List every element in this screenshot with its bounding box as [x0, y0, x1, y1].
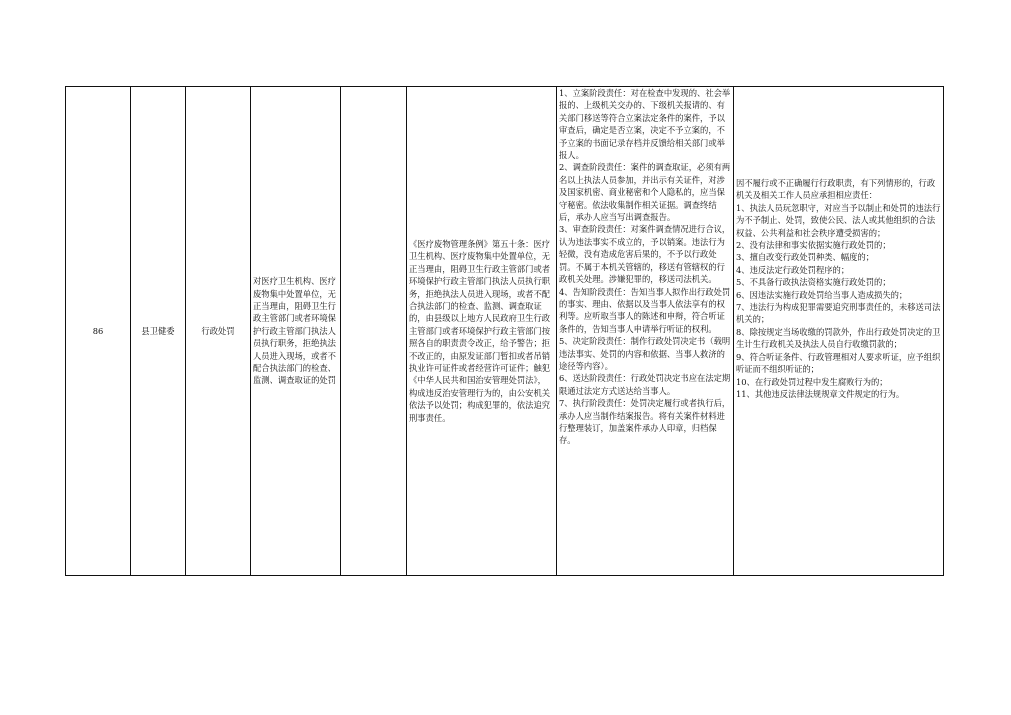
procedure-step: 4、告知阶段责任：告知当事人拟作出行政处罚的事实、理由、依据以及当事人依法享有的权利等。应听取当事人的陈述和申辩，符合听证条件的，告知当事人申请举行听证的权利。 — [559, 286, 731, 334]
accountability-item: 11、其他违反法律法规规章文件规定的行为。 — [736, 388, 905, 399]
accountability-item: 9、符合听证条件、行政管理相对人要求听证，应予组织听证而不组织听证的； — [736, 351, 941, 375]
accountability-item: 4、违反法定行政处罚程序的； — [736, 264, 850, 275]
accountability-item: 10、在行政处罚过程中发生腐败行为的； — [736, 376, 888, 387]
procedure-step: 2、调查阶段责任：案件的调查取证，必须有两名以上执法人员参加，并出示有关证件，对涉及国家机密、商业秘密和个人隐私的，应当保守秘密。依法收集制作相关证据。调查终结后，承办人应当写出调查报告。 — [559, 162, 731, 223]
legal-basis-cell: 《医疗废物管理条例》第五十条：医疗卫生机构、医疗废物集中处置单位，无正当理由，阻碍卫生行政主管部门或者环境保护行政主管部门执法人员执行职务，拒绝执法人员进入现场，或者不配合执法部门的检查、监测、调查取证的，由县级以上地方人民政府卫生行政主管部门或者环境保护行政主管部门按照各自的职责责令改正，给予警告；拒不改正的，由原发证部门暂扣或者吊销执业许可证件或者经营许可证件；触犯《中华人民共和国治安管理处罚法》，构成违反治安管理行为的，由公安机关依法予以处罚；构成犯罪的，依法追究刑事责任。 — [407, 87, 557, 576]
table-row — [66, 87, 944, 576]
procedure-step: 1、立案阶段责任：对在检查中发现的、社会举报的、上级机关交办的、下级机关报请的、有关部门移送等符合立案法定条件的案件，予以审查后，确定是否立案，决定不予立案的，不予立案的书面记录存档并反馈给相关部门或举报人。 — [559, 88, 731, 161]
accountability-intro: 因不履行或不正确履行行政职责，有下列情形的，行政机关及相关工作人员应承担相应责任： — [736, 178, 936, 201]
accountability-item: 6、因违法实施行政处罚给当事人造成损失的； — [736, 289, 908, 300]
accountability-item: 5、不具备行政执法资格实施行政处罚的； — [736, 277, 891, 288]
subitem-cell — [341, 87, 407, 576]
accountability-item: 7、违法行为构成犯罪需要追究刑事责任的，未移送司法机关的； — [736, 302, 941, 325]
accountability-item: 2、没有法律和事实依据实施行政处罚的； — [736, 240, 891, 251]
department-cell: 县卫健委 — [131, 87, 186, 576]
responsibility-table — [65, 86, 944, 576]
accountability-cell — [734, 87, 944, 576]
accountability-item: 3、擅自改变行政处罚种类、幅度的； — [736, 252, 875, 263]
accountability-item: 8、除按规定当场收缴的罚款外，作出行政处罚决定的卫生计生行政机关及执法人员自行收缴罚款的； — [736, 326, 941, 350]
power-type-cell: 行政处罚 — [186, 87, 251, 576]
procedure-step: 3、审查阶段责任：对案件调查情况进行合议，认为违法事实不成立的，予以销案。违法行为轻微，没有造成危害后果的，不予以行政处罚。不属于本机关管辖的，移送有管辖权的行政机关处理。涉嫌犯罪的，移送司法机关。 — [559, 224, 731, 285]
accountability-item: 1、执法人员玩忽职守，对应当予以制止和处罚的违法行为不予制止、处罚，致使公民、法人或其他组织的合法权益、公共利益和社会秩序遭受损害的； — [736, 202, 941, 238]
row-number: 86 — [66, 87, 131, 576]
procedure-step: 6、送达阶段责任：行政处罚决定书应在法定期限通过法定方式送达给当事人。 — [559, 373, 731, 396]
item-name-cell: 对医疗卫生机构、医疗废物集中处置单位，无正当理由，阻碍卫生行政主管部门或者环境保护行政主管部门执法人员执行职务，拒绝执法人员进入现场，或者不配合执法部门的检查、监测、调查取证的处罚 — [251, 87, 341, 576]
procedure-cell — [557, 87, 734, 576]
procedure-step: 5、决定阶段责任：制作行政处罚决定书（载明违法事实、处罚的内容和依据、当事人救济的途径等内容）。 — [559, 336, 731, 371]
procedure-step: 7、执行阶段责任：处罚决定履行或者执行后，承办人应当制作结案报告。将有关案件材料进行整理装订，加盖案件承办人印章，归档保存。 — [559, 398, 731, 446]
